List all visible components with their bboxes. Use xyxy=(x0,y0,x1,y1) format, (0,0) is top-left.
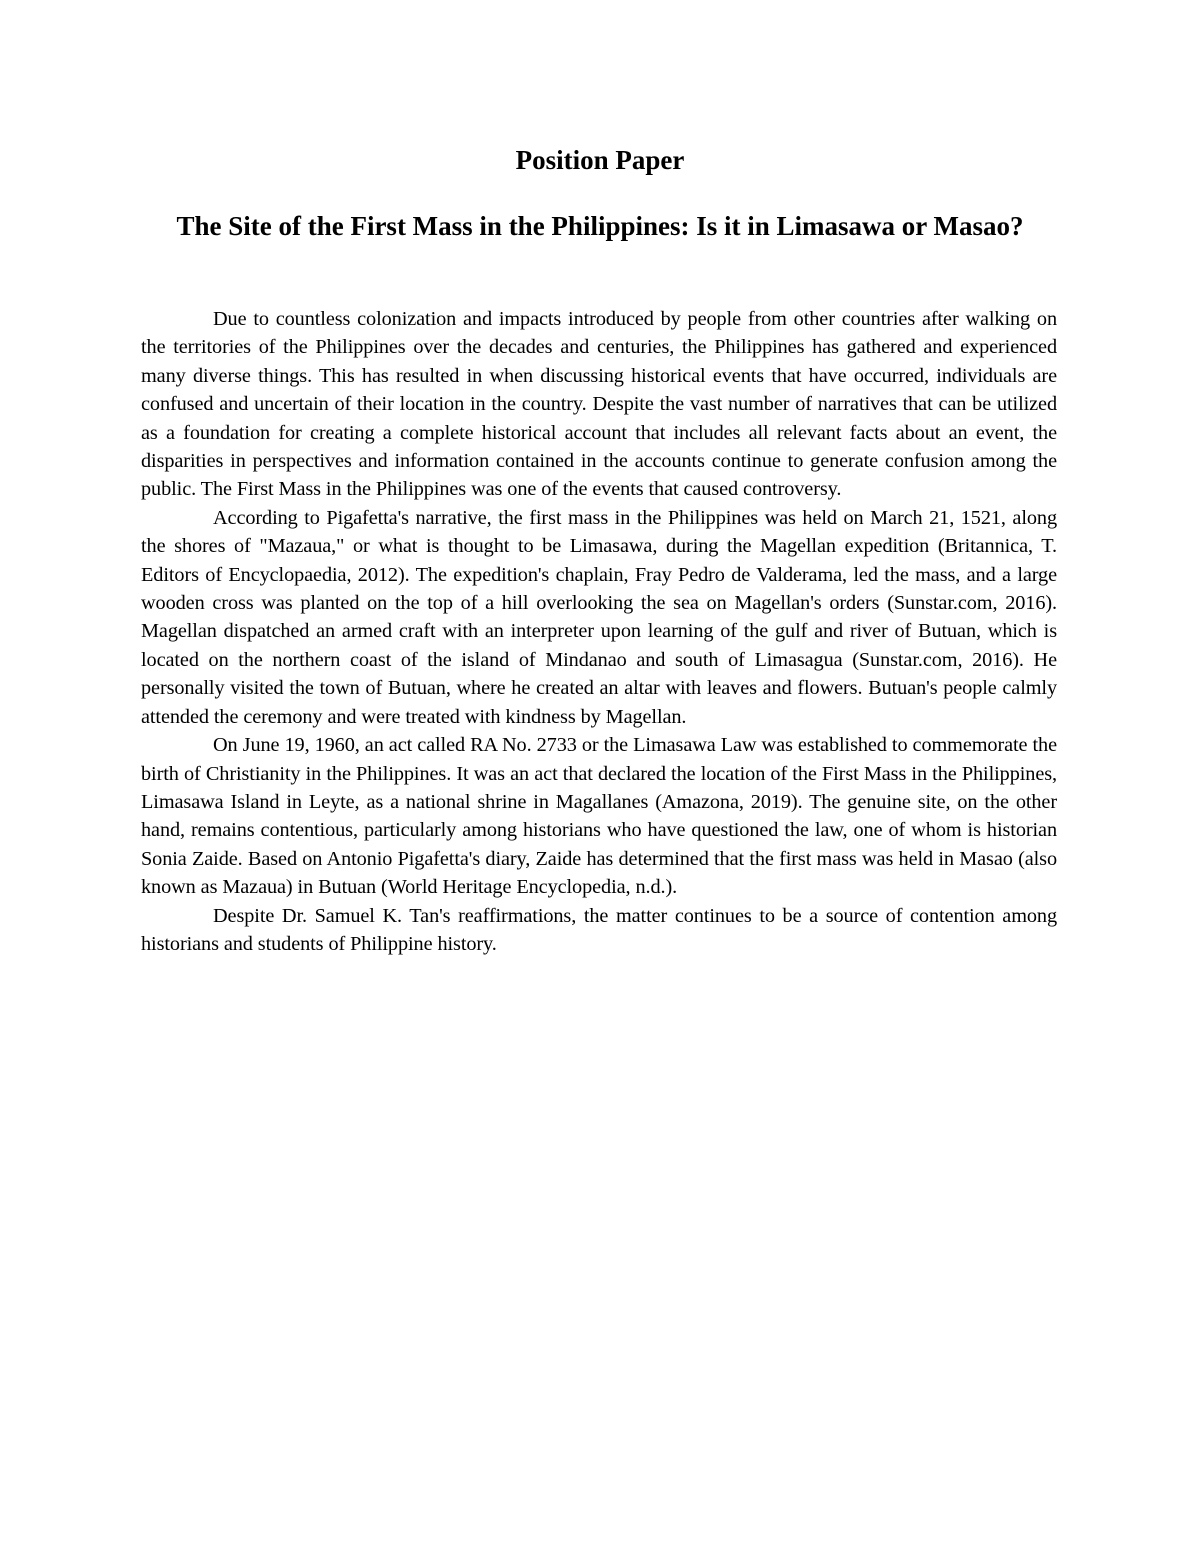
document-title: Position Paper xyxy=(515,145,685,175)
body-paragraph: According to Pigafetta's narrative, the first mass in the Philippines was held on March 21, 1521, along the shores of "Mazaua," or what is thought to be Limasawa, during the Magellan expedition (Britannica, T. Editors of Encyclopaedia, 2012). The expedition's chaplain, Fray Pedro de Valderama, led the mass, and a large wooden cross was planted on the top of a hill overlooking the sea on Magellan's orders (Sunstar.com, 2016). Magellan dispatched an armed craft with an interpreter upon learning of the gulf and river of Butuan, which is located on the northern coast of the island of Mindanao and south of Limasagua (Sunstar.com, 2016). He personally visited the town of Butuan, where he created an altar with leaves and flowers. Butuan's people calmly attended the ceremony and were treated with kindness by Magellan. xyxy=(141,506,1057,728)
body-paragraph: On June 19, 1960, an act called RA No. 2733 or the Limasawa Law was established to commemorate the birth of Christianity in the Philippines. It was an act that declared the location of the First Mass in the Philippines, Limasawa Island in Leyte, as a national shrine in Magallanes (Amazona, 2019). The genuine site, on the other hand, remains contentious, particularly among historians who have questioned the law, one of whom is historian Sonia Zaide. Based on Antonio Pigafetta's diary, Zaide has determined that the first mass was held in Masao (also known as Mazaua) in Butuan (World Heritage Encyclopedia, n.d.). xyxy=(141,734,1057,899)
body-paragraph: Due to countless colonization and impacts introduced by people from other countries after walking on the territories of the Philippines over the decades and centuries, the Philippines has gathered and experienced many diverse things. This has resulted in when discussing historical events that have occurred, individuals are confused and uncertain of their location in the country. Despite the vast number of narratives that can be utilized as a foundation for creating a complete historical account that includes all relevant facts about an event, the disparities in perspectives and information contained in the accounts continue to generate confusion among the public. The First Mass in the Philippines was one of the events that caused controversy. xyxy=(141,308,1057,501)
document-body xyxy=(141,305,1057,958)
document-subtitle: The Site of the First Mass in the Philippines: Is it in Limasawa or Masao? xyxy=(176,211,1024,241)
body-paragraph: Despite Dr. Samuel K. Tan's reaffirmations, the matter continues to be a source of contention among historians and students of Philippine history. xyxy=(141,904,1057,955)
